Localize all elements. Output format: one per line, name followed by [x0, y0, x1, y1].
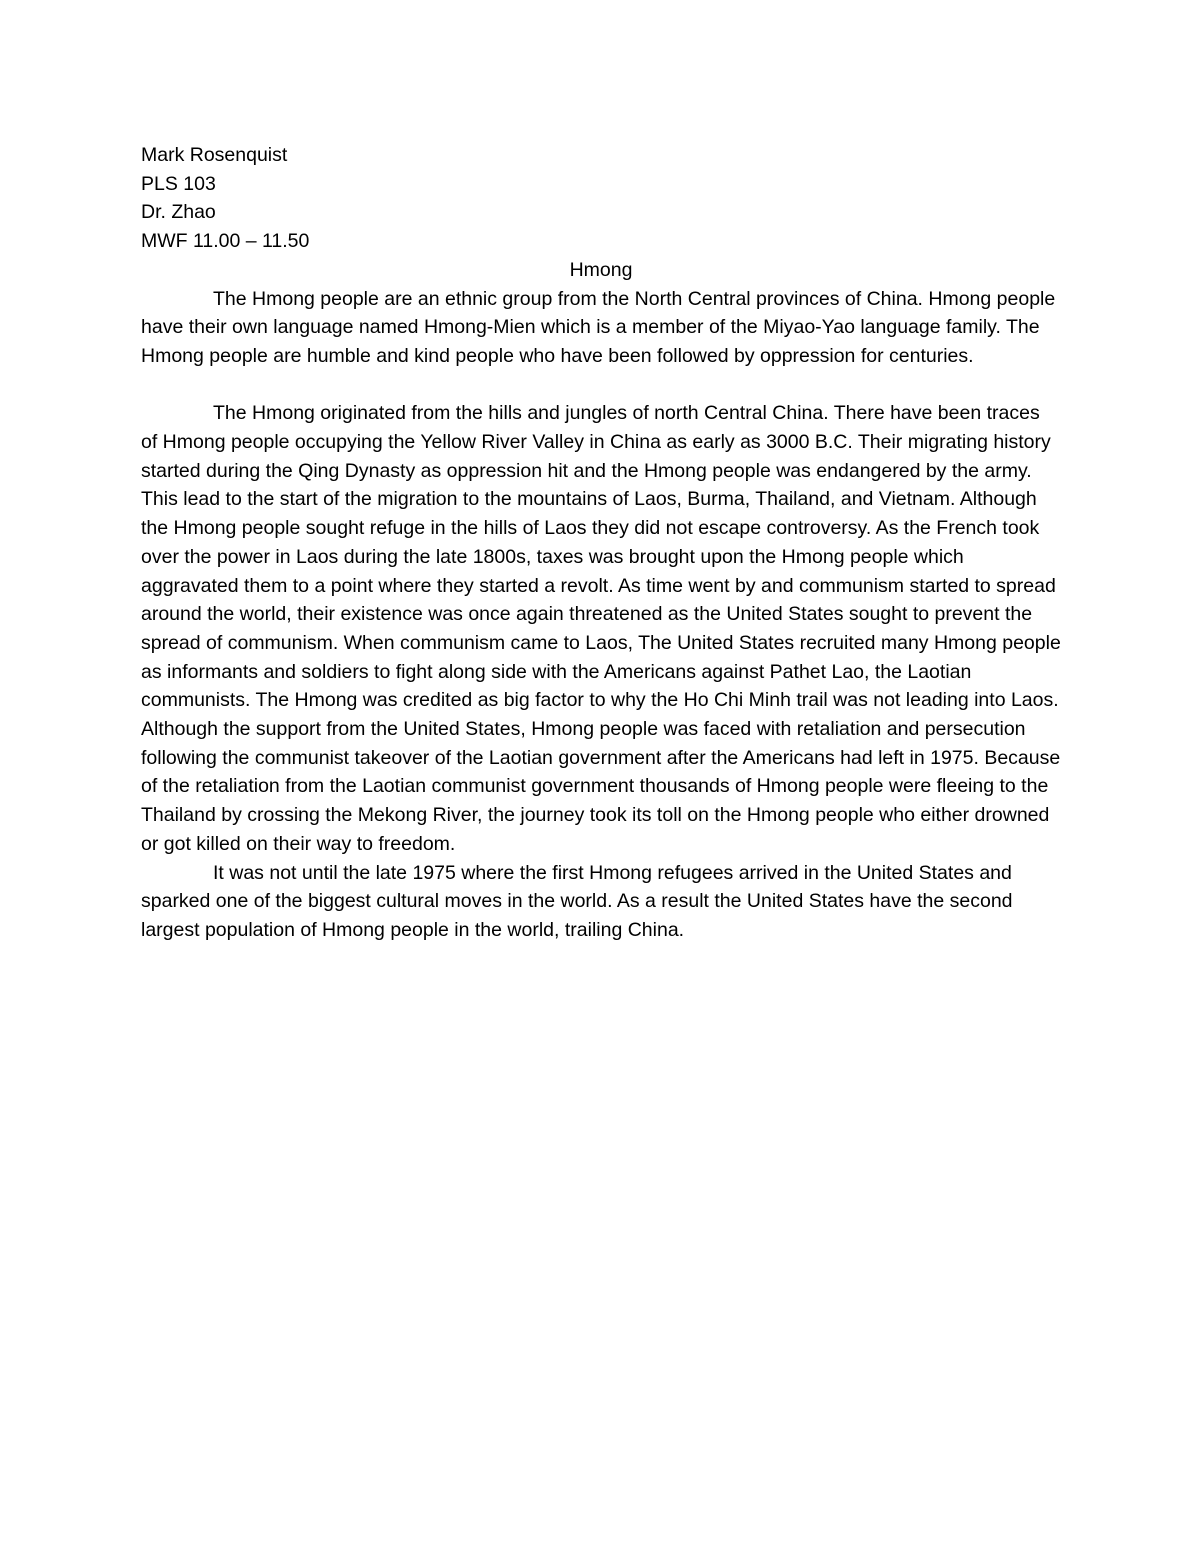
paragraph-3: It was not until the late 1975 where the first Hmong refugees arrived in the United States and sparked one of the biggest cultural moves in the world. As a result the United States have the second largest population of Hmong people in the world, trailing China.	[141, 861, 1013, 941]
paragraph-2: The Hmong originated from the hills and jungles of north Central China. There have been traces of Hmong people occupying the Yellow River Valley in China as early as 3000 B.C. Their migrating history started during the Qing Dynasty as oppression hit and the Hmong people was endangered by the army. This lead to the start of the migration to the mountains of Laos, Burma, Thailand, and Vietnam. Although the Hmong people sought refuge in the hills of Laos they did not escape controversy. As the French took over the power in Laos during the late 1800s, taxes was brought upon the Hmong people which aggravated them to a point where they started a revolt. As time went by and communism started to spread around the world, their existence was once again threatened as the United States sought to prevent the spread of communism. When communism came to Laos, The United States recruited many Hmong people as informants and soldiers to fight along side with the Americans against Pathet Lao, the Laotian communists. The Hmong was credited as big factor to why the Ho Chi Minh trail was not leading into Laos. Although the support from the United States, Hmong people was faced with retaliation and persecution following the communist takeover of the Laotian government after the Americans had left in 1975. Because of the retaliation from the Laotian communist government thousands of Hmong people were fleeing to the Thailand by crossing the Mekong River, the journey took its toll on the Hmong people who either drowned or got killed on their way to freedom.	[141, 402, 1061, 855]
course-code: PLS 103	[141, 172, 216, 195]
document-body	[141, 141, 1061, 945]
paragraph-1: The Hmong people are an ethnic group from the North Central provinces of China. Hmong people have their own language named Hmong-Mien which is a member of the Miyao-Yao language family. The Hmong people are humble and kind people who have been followed by oppression for centuries.	[141, 287, 1056, 367]
paragraph-spacer	[141, 371, 1061, 400]
instructor-name: Dr. Zhao	[141, 201, 216, 224]
class-schedule: MWF 11.00 – 11.50	[141, 230, 310, 253]
author-name: Mark Rosenquist	[141, 144, 288, 166]
essay-title: Hmong	[569, 258, 633, 281]
